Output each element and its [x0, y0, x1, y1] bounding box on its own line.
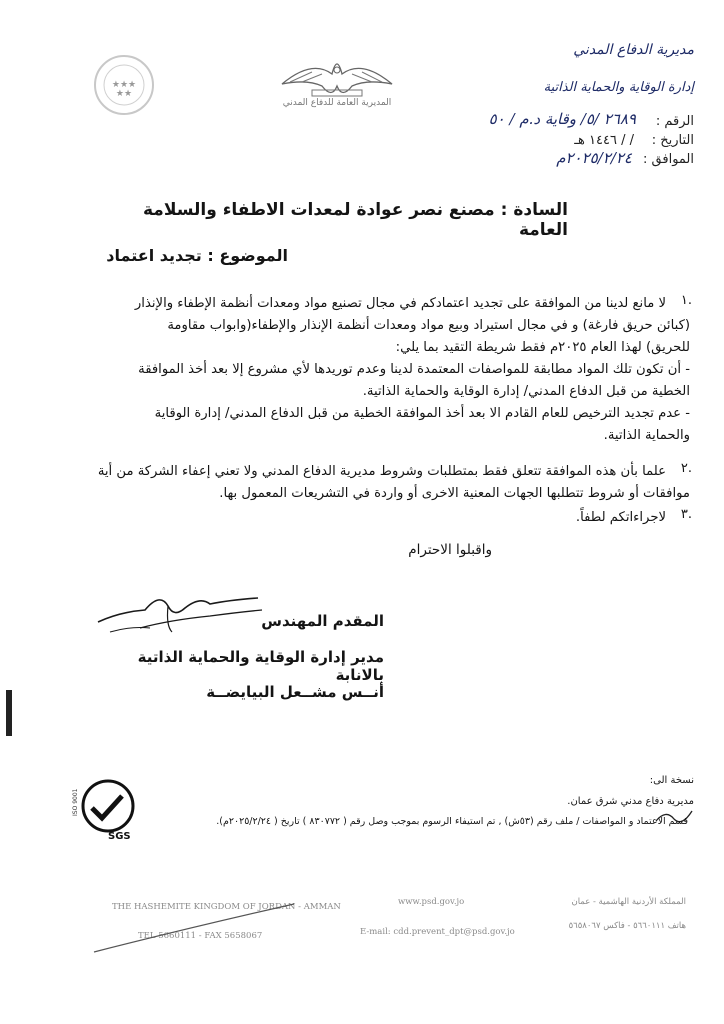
item-1-line-7: والحماية الذاتية. — [603, 428, 690, 443]
footer-website: www.psd.gov.jo — [398, 897, 465, 907]
svg-text:★★: ★★ — [115, 89, 133, 99]
item-1-line-4: - أن تكون تلك المواد مطابقة للمواصفات المعتمدة لدينا وعدم توريدها لأي مشروع إلا بعد أخذ الموافقة — [138, 362, 690, 377]
copies-line-2: قسم الاعتماد و المواصفات / ملف رقم (٥٣ش) , تم استيفاء الرسوم بموجب وصل رقم ( ٨٣٠٧٧٢ ) تاريخ ( ٢٠٢٥/٢/٢٤م). — [216, 816, 688, 827]
item-1-line-3: للحريق) لهذا العام ٢٠٢٥م فقط شريطة التقيد بما يلي: — [395, 340, 690, 355]
signer-position: مدير إدارة الوقاية والحماية الذاتية بالانابة — [137, 648, 384, 684]
department-line-2: إدارة الوقاية والحماية الذاتية — [543, 80, 694, 95]
item-number: ٢. — [680, 461, 692, 476]
agree-value: ٢٠٢٥/٢/٢٤م — [556, 149, 632, 167]
footer-email: E-mail: cdd.prevent_dpt@psd.gov.jo — [360, 927, 515, 937]
addressee: السادة : مصنع نصر عوادة لمعدات الاطفاء والسلامة العامة — [142, 200, 568, 240]
iso-label: ISO 9001 — [72, 788, 79, 816]
item-3-line-1: لاجراءاتكم لطفاً. — [575, 510, 666, 525]
department-line-1: مديرية الدفاع المدني — [573, 42, 694, 58]
item-1-line-6: - عدم تجديد الترخيص للعام القادم الا بعد أخذ الموافقة الخطية من قبل الدفاع المدني/ إدارة الوقاية — [154, 406, 690, 421]
item-1-line-5: الخطية من قبل الدفاع المدني/ إدارة الوقاية والحماية الذاتية. — [362, 384, 690, 399]
item-number: ١. — [680, 293, 692, 308]
letter-body — [0, 293, 724, 533]
footer-ar-line-2: هاتف ٥٦٦٠١١١ - فاكس ٥٦٥٨٠٦٧ — [568, 921, 686, 931]
copies-line-1: مديرية دفاع مدني شرق عمان. — [567, 796, 694, 807]
stars-stamp — [92, 53, 156, 117]
item-number: ٣. — [680, 507, 692, 522]
svg-text:★★★: ★★★ — [111, 80, 137, 90]
subject: الموضوع : تجديد اعتماد — [106, 246, 288, 265]
ref-value: ٢٦٨٩ /٥/ وقاية د.م / ٥٠ — [488, 110, 636, 128]
footer-en-line-2: TEL 5660111 - FAX 5658067 — [138, 931, 263, 941]
date-label: التاريخ : — [651, 133, 694, 148]
item-2-line-2: موافقات أو شروط تتطلبها الجهات المعنية الاخرى أو واردة في التشريعات المعمول بها. — [219, 486, 690, 501]
date-value: / / ١٤٤٦ هـ — [574, 133, 634, 148]
sgs-badge: SGS — [108, 831, 131, 842]
footer-en-line-1: THE HASHEMITE KINGDOM OF JORDAN - AMMAN — [112, 902, 341, 912]
signer-name: أنــس مشــعل البيايضــة — [206, 683, 384, 701]
emblem-caption: المديرية العامة للدفاع المدني — [282, 98, 392, 108]
signer-rank: المقدم المهندس — [261, 612, 384, 630]
item-1-line-1: لا مانع لدينا من الموافقة على تجديد اعتمادكم في مجال تصنيع مواد ومعدات أنظمة الإطفاء والإنذار — [134, 296, 666, 311]
agree-label: الموافق : — [643, 152, 694, 167]
scan-mark — [6, 690, 12, 736]
copies-label: نسخة الى: — [649, 775, 694, 786]
ref-label: الرقم : — [655, 114, 694, 129]
closing: واقبلوا الاحترام — [408, 542, 492, 558]
reference-block — [394, 110, 694, 172]
item-2-line-1: علما بأن هذه الموافقة تتعلق فقط بمتطلبات وشروط مديرية الدفاع المدني ولا تعني إعفاء الشركة من أية — [97, 464, 666, 479]
item-1-line-2: (كبائن حريق فارغة) و في مجال استيراد وبيع مواد ومعدات أنظمة الإنذار والإطفاء(وابواب مقاومة — [167, 318, 690, 333]
footer-mark — [88, 900, 298, 956]
footer-ar-line-1: المملكة الأردنية الهاشمية - عمان — [571, 897, 686, 907]
